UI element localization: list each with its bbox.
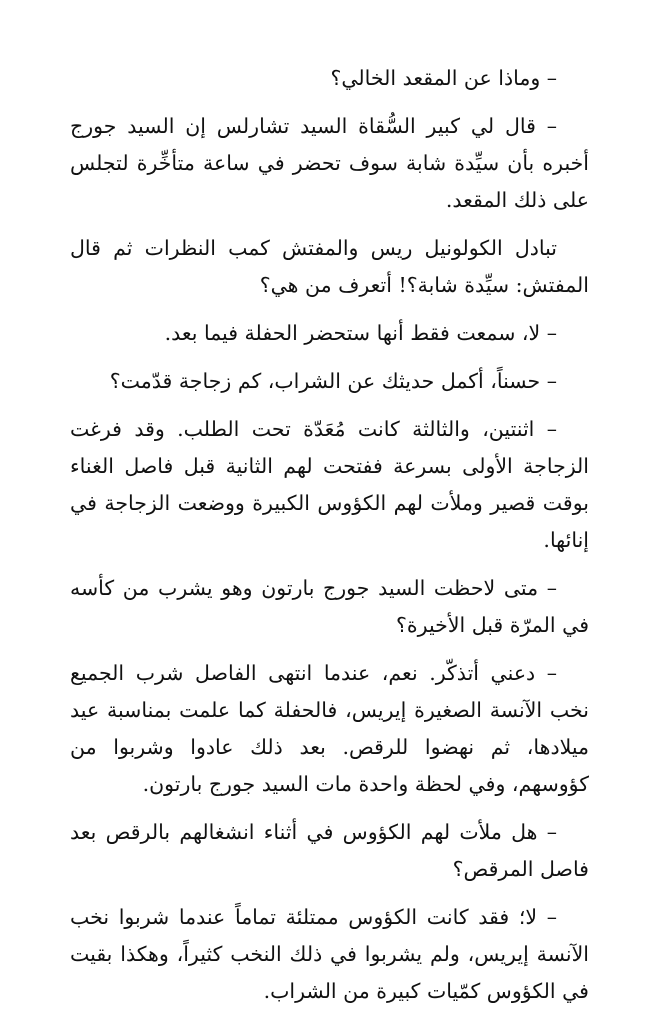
narration-inspector-question: تبادل الكولونيل ريس والمفتش كمب النظرات ثم قال المفتش: سيِّدة شابة؟! أتعرف من هي؟ <box>70 236 589 297</box>
dialogue-toast-answer: – دعني أتذكّر. نعم، عندما انتهى الفاصل شرب الجميع نخب الآنسة الصغيرة إيريس، فالحفلة كما علمت بمناسبة عيد ميلادها، ثم نهضوا للرقص. بعد ذلك عادوا وشربوا من كؤوسهم، وفي لحظة واحدة مات السيد جورج بارتون. <box>70 661 589 796</box>
dialogue-refill-question: – هل ملأت لهم الكؤوس في أثناء انشغالهم بالرقص بعد فاصل المرقص؟ <box>70 820 589 881</box>
dialogue-last-drink-question: – متى لاحظت السيد جورج بارتون وهو يشرب من كأسه في المرّة قبل الأخيرة؟ <box>70 576 589 637</box>
dialogue-empty-seat-question: – وماذا عن المقعد الخالي؟ <box>330 66 557 90</box>
dialogue-head-waiter-answer: – قال لي كبير السُّقاة السيد تشارلس إن السيد جورج أخبره بأن سيِّدة شابة سوف تحضر في ساعة متأخِّرة لتجلس على ذلك المقعد. <box>70 114 589 212</box>
dialogue-late-guest-answer: – لا، سمعت فقط أنها ستحضر الحفلة فيما بعد. <box>164 321 557 345</box>
dialogue-bottles-question: – حسناً، أكمل حديثك عن الشراب، كم زجاجة قدّمت؟ <box>109 369 557 393</box>
dialogue-full-glasses-answer: – لا؛ فقد كانت الكؤوس ممتلئة تماماً عندما شربوا نخب الآنسة إيريس، ولم يشربوا في ذلك النخب كثيراً، وهكذا بقيت في الكؤوس كمّيات كبيرة من الشراب. <box>70 905 589 1003</box>
dialogue-bottles-answer: – اثنتين، والثالثة كانت مُعَدّة تحت الطلب. وقد فرغت الزجاجة الأولى بسرعة ففتحت لهم الثانية قبل فاصل الغناء بوقت قصير وملأت لهم الكؤوس الكبيرة ووضعت الزجاجة في إنائها. <box>70 417 589 552</box>
